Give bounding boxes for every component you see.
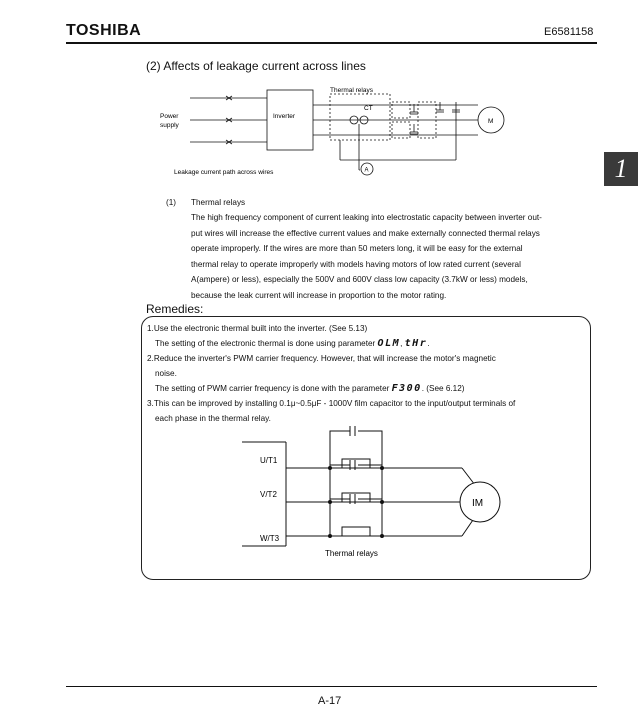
remedy-2-line-3: [155, 381, 465, 396]
page-number: A-17: [318, 695, 342, 707]
item-title: Thermal relays: [191, 198, 246, 207]
param-olm: OLM: [377, 338, 401, 349]
body-line: The high frequency component of current leaking into electrostatic capacity between inverter out-: [191, 213, 542, 222]
body-line: thermal relay to operate improperly with models having motors of low rated current (several: [191, 259, 521, 269]
remedy-1-text: The setting of the electronic thermal is done using parameter: [155, 339, 378, 348]
im-motor-label: IM: [472, 498, 484, 509]
document-number: E6581158: [544, 26, 594, 38]
toshiba-logo: TOSHIBA: [66, 22, 142, 39]
motor-label: M: [488, 118, 494, 125]
footer-rule: [66, 686, 597, 687]
body-line: A(ampere) or less), especially the 500V and 600V class low capacity (3.7kW or less) models,: [191, 275, 528, 284]
header-rule: [66, 42, 597, 44]
body-line: because the leak current will increase in proportion to the motor rating.: [191, 290, 447, 300]
remedy-3-line-1: 3.This can be improved by installing 0.1μ~0.5μF - 1000V film capacitor to the input/output terminals of: [147, 399, 516, 408]
remedy-3-line-2: each phase in the thermal relay.: [155, 414, 271, 423]
param-separator: ,: [400, 339, 405, 348]
chapter-tab: 1: [604, 152, 638, 186]
terminal-u-label: U/T1: [260, 456, 278, 465]
power-supply-label: Power: [160, 113, 179, 120]
terminal-v-label: V/T2: [260, 490, 277, 499]
param-thr: tHr: [404, 338, 428, 349]
remedy-2-line-1: 2.Reduce the inverter's PWM carrier frequency. However, that will increase the motor's magnetic: [147, 354, 496, 363]
body-line: operate improperly. If the wires are more than 50 meters long, it will be easy for the external: [191, 244, 523, 253]
diagram-caption: Leakage current path across wires: [174, 169, 274, 176]
remedy-2-text: The setting of PWM carrier frequency is done with the parameter: [155, 384, 392, 393]
param-f300: F300: [391, 383, 422, 394]
remedies-title: Remedies:: [146, 302, 204, 316]
section-title: (2) Affects of leakage current across lines: [146, 59, 366, 73]
inverter-label: Inverter: [273, 113, 296, 120]
power-supply-label-2: supply: [160, 122, 179, 129]
remedy-1-end: .: [427, 339, 430, 348]
item-body: [191, 210, 601, 303]
thermal-relays-label-2: Thermal relays: [325, 549, 378, 558]
ct-label: CT: [364, 105, 373, 112]
remedy-2-line-2: noise.: [155, 369, 177, 378]
terminal-w-label: W/T3: [260, 534, 280, 543]
remedy-2-end: . (See 6.12): [421, 384, 465, 393]
leakage-current-diagram: [140, 80, 520, 190]
remedy-1-line-2: [155, 336, 430, 351]
ammeter-label: A: [364, 167, 369, 174]
body-line: put wires will increase the effective current values and make externally connected thermal relays: [191, 228, 540, 238]
capacitor-installation-diagram: [230, 425, 510, 565]
thermal-relays-label: Thermal relays: [330, 87, 373, 94]
item-number: (1): [166, 198, 177, 207]
remedy-1-line-1: 1.Use the electronic thermal built into the inverter. (See 5.13): [147, 324, 368, 333]
